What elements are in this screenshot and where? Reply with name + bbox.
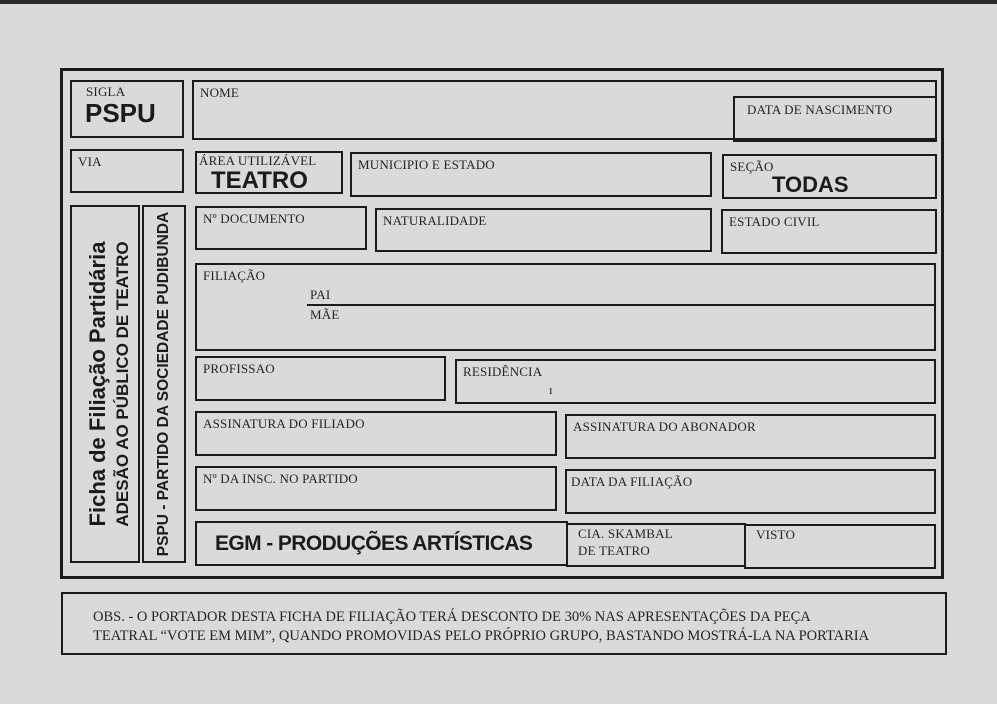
profissao-label: PROFISSAO — [203, 361, 275, 376]
side-title-column — [70, 205, 140, 563]
residencia-field[interactable] — [455, 359, 936, 404]
side-subtitle: ADESÃO AO PÚBLICO DE TEATRO — [113, 241, 132, 527]
visto-field[interactable] — [744, 524, 936, 569]
obs-line-2: TEATRAL “VOTE EM MIM”, QUANDO PROMOVIDAS PELO PRÓPRIO GRUPO, BASTANDO MOSTRÁ-LA NA PORTARIA — [93, 628, 870, 644]
sigla-label: SIGLA — [86, 84, 126, 99]
side-party-column — [142, 205, 186, 563]
insc-partido-label: Nº DA INSC. NO PARTIDO — [203, 471, 358, 486]
area-value: TEATRO — [211, 167, 308, 194]
profissao-field[interactable] — [195, 356, 446, 401]
data-nascimento-label: DATA DE NASCIMENTO — [747, 102, 893, 117]
producer-box — [195, 521, 568, 566]
secao-value: TODAS — [772, 172, 849, 197]
via-field[interactable] — [70, 149, 184, 193]
data-filiacao-label: DATA DA FILIAÇÃO — [571, 474, 693, 489]
cia-line1: CIA. SKAMBAL — [578, 526, 673, 541]
nome-label: NOME — [200, 85, 240, 100]
pai-label: PAI — [310, 287, 331, 302]
estado-civil-field[interactable] — [721, 209, 937, 254]
area-field — [195, 151, 343, 194]
data-nascimento-field[interactable] — [733, 96, 937, 142]
filiacao-label: FILIAÇÃO — [203, 268, 266, 283]
assinatura-filiado-field[interactable] — [195, 411, 557, 456]
naturalidade-label: NATURALIDADE — [383, 213, 487, 228]
data-filiacao-field[interactable] — [565, 469, 936, 514]
documento-field[interactable] — [195, 206, 367, 250]
obs-line-1: OBS. - O PORTADOR DESTA FICHA DE FILIAÇÃO TERÁ DESCONTO DE 30% NAS APRESENTAÇÕES DA PEÇA — [93, 609, 811, 625]
cia-line2: DE TEATRO — [578, 543, 650, 558]
via-label: VIA — [78, 154, 102, 169]
assinatura-abonador-field[interactable] — [565, 414, 936, 459]
filiacao-field[interactable] — [195, 263, 936, 351]
municipio-field[interactable] — [350, 152, 712, 197]
producer-name: EGM - PRODUÇÕES ARTÍSTICAS — [215, 532, 533, 555]
visto-label: VISTO — [756, 527, 796, 542]
estado-civil-label: ESTADO CIVIL — [729, 214, 820, 229]
area-label: ÁREA UTILIZÁVEL — [199, 153, 317, 168]
insc-partido-field[interactable] — [195, 466, 557, 511]
secao-field — [722, 154, 937, 199]
pai-underline — [307, 304, 934, 306]
assinatura-filiado-label: ASSINATURA DO FILIADO — [203, 416, 365, 431]
sigla-field — [70, 80, 184, 138]
sigla-value: PSPU — [85, 98, 156, 128]
mae-label: MÃE — [310, 307, 340, 322]
side-title: Ficha de Filiação Partidária — [85, 241, 110, 527]
obs-box — [61, 592, 947, 655]
municipio-label: MUNICIPIO E ESTADO — [358, 157, 495, 172]
cia-box — [566, 523, 746, 567]
side-party: PSPU - PARTIDO DA SOCIEDADE PUDIBUNDA — [155, 211, 172, 557]
assinatura-abonador-label: ASSINATURA DO ABONADOR — [573, 419, 756, 434]
naturalidade-field[interactable] — [375, 208, 712, 252]
scan-top-edge — [0, 0, 997, 4]
residencia-mark: ı — [549, 382, 553, 397]
documento-label: Nº DOCUMENTO — [203, 211, 305, 226]
residencia-label: RESIDÊNCIA — [463, 364, 543, 379]
secao-label: SEÇÃO — [730, 159, 774, 174]
